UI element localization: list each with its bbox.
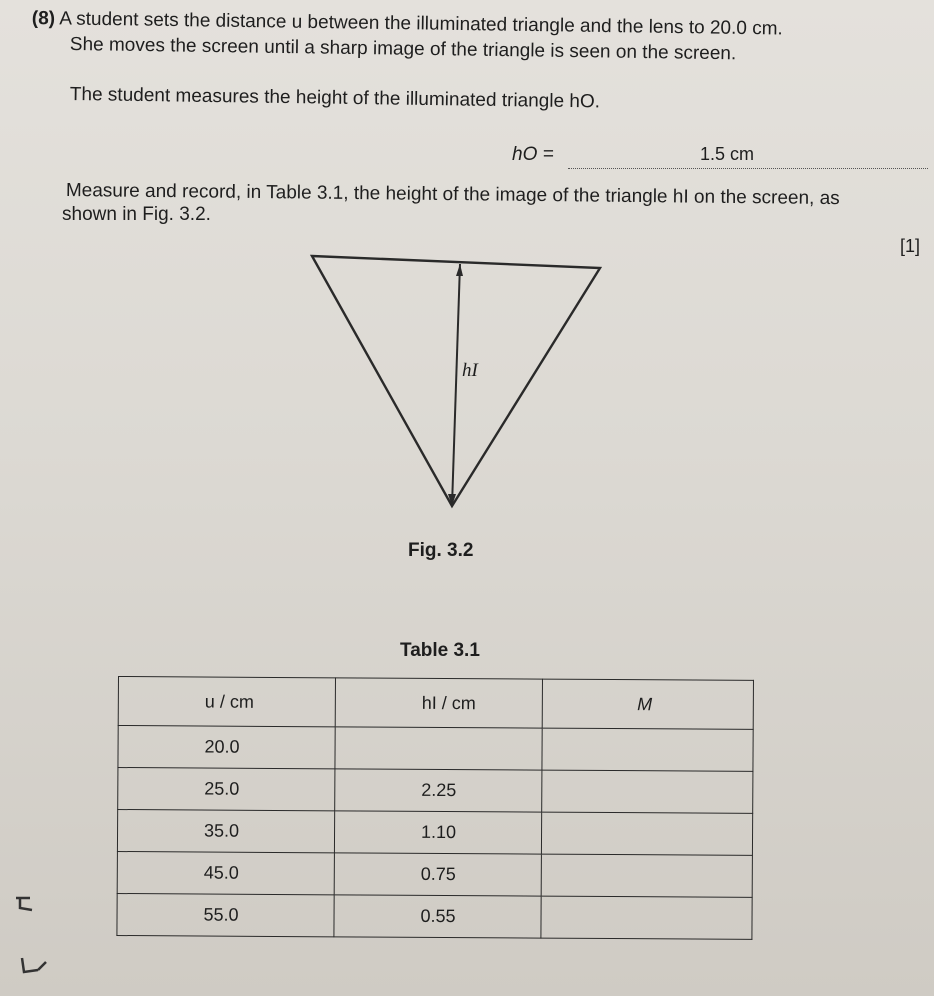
pencil-scribble-1 [16, 898, 32, 910]
question-line-4: Measure and record, in Table 3.1, the height of the image of the triangle hI on the screen, as [65, 180, 840, 210]
cell-u: 45.0 [117, 851, 334, 894]
question-line-2: She moves the screen until a sharp image of the triangle is seen on the screen. [69, 34, 737, 65]
header-hi: hI / cm [335, 678, 543, 728]
question-line-3: The student measures the height of the illuminated triangle hO. [69, 84, 601, 113]
cell-hi[interactable]: 1.10 [334, 811, 542, 854]
cell-hi[interactable]: 0.55 [334, 895, 542, 938]
ho-label: hO = [512, 144, 554, 165]
height-label: hI [462, 360, 478, 381]
cell-u: 35.0 [117, 810, 334, 853]
cell-hi[interactable]: 2.25 [335, 769, 543, 812]
question-line-1-text: A student sets the distance u between the illuminated triangle and the lens to 20.0 cm. [59, 8, 783, 40]
table-title: Table 3.1 [400, 640, 480, 661]
marks-label: [1] [900, 236, 921, 256]
question-line-5: shown in Fig. 3.2. [62, 204, 211, 225]
figure-caption: Fig. 3.2 [408, 540, 474, 561]
header-u: u / cm [118, 677, 335, 727]
pencil-scribble-2 [22, 958, 46, 972]
cell-hi[interactable]: 0.75 [334, 853, 542, 896]
cell-u: 55.0 [117, 893, 334, 936]
cell-u: 20.0 [118, 726, 335, 769]
part-label: (8) [31, 8, 56, 30]
header-m: M [542, 679, 753, 729]
cell-u: 25.0 [118, 768, 335, 811]
ho-value: 1.5 cm [700, 144, 755, 164]
